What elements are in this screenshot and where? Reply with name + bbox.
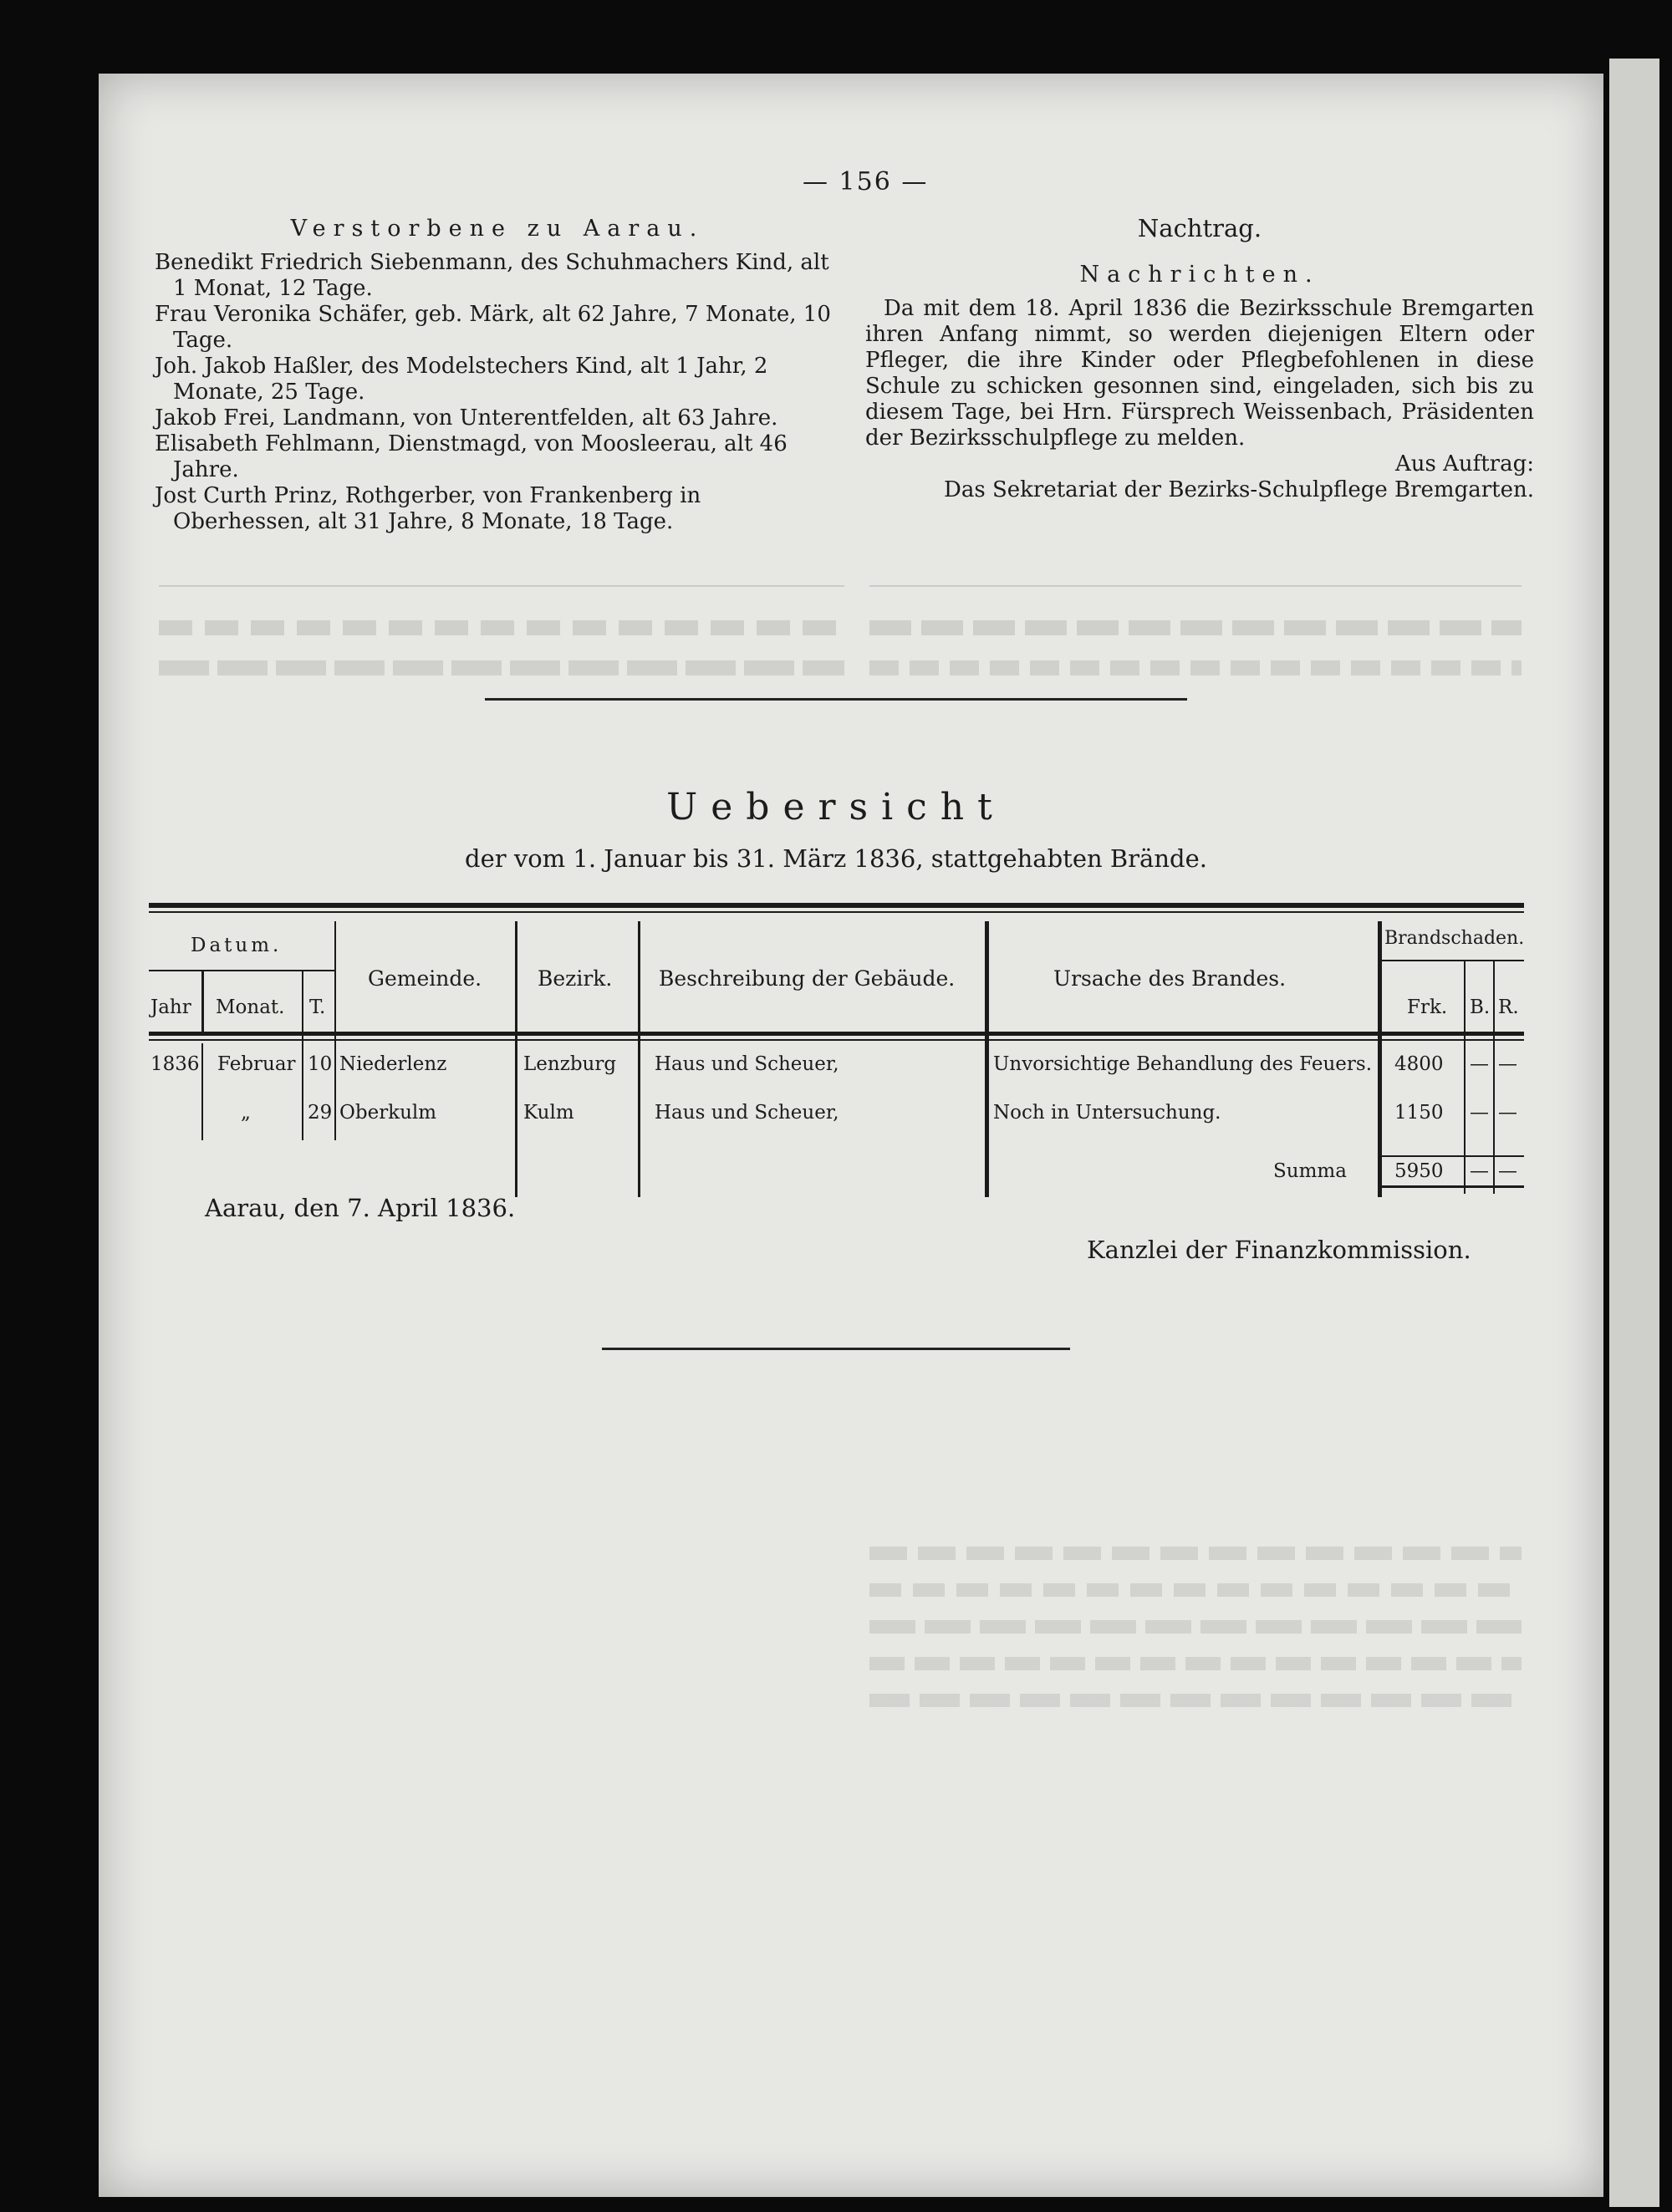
- col-divider: [638, 921, 640, 1197]
- header-gemeinde: Gemeinde.: [368, 966, 482, 991]
- row1-ursache: Unvorsichtige Behandlung des Feuers.: [993, 1053, 1373, 1075]
- header-bottom-rule: [149, 1039, 1524, 1041]
- header-bottom-rule: [149, 1032, 1524, 1036]
- section-subheading: Nachrichten.: [1079, 262, 1320, 288]
- col-divider: [302, 971, 303, 1140]
- death-entry: Frau Veronika Schäfer, geb. Märk, alt 62 Jahre, 7 Monate, 10 Tage.: [155, 302, 831, 353]
- death-entry: Elisabeth Fehlmann, Dienstmagd, von Moosleerau, alt 46 Jahre.: [155, 431, 788, 482]
- row1-beschreibung: Haus und Scheuer,: [655, 1053, 839, 1075]
- summa-label: Summa: [1273, 1160, 1347, 1182]
- row1-monat: Februar: [217, 1053, 296, 1075]
- notice-signature: Das Sekretariat der Bezirks-Schulpflege Bremgarten.: [943, 477, 1534, 502]
- header-b: B.: [1470, 996, 1491, 1018]
- row2-frk: 1150: [1394, 1102, 1444, 1124]
- row2-gemeinde: Oberkulm: [339, 1102, 437, 1124]
- notice-paragraph: Da mit dem 18. April 1836 die Bezirksschule Bremgarten ihren Anfang nimmt, so werden diejenigen Eltern oder Pfleger, die ihre Kinder oder Pflegbefohlenen in diese Schule zu schicken gesonnen sind, eingeladen, sich bis zu diesem Tage, bei Hrn. Fürsprech Weissenbach, Präsidenten der Bezirksschulpflege zu melden.: [865, 296, 1534, 451]
- adjacent-page-edge: [1609, 59, 1659, 2207]
- row2-beschreibung: Haus und Scheuer,: [655, 1102, 839, 1124]
- header-datum: Datum.: [191, 935, 283, 956]
- col-divider: [1464, 960, 1466, 1194]
- row1-frk: 4800: [1394, 1053, 1444, 1075]
- page-number: — 156 —: [803, 167, 929, 196]
- bleed-through-texture: [159, 585, 844, 675]
- summa-frk: 5950: [1394, 1160, 1444, 1182]
- section-heading: Nachtrag.: [1137, 214, 1262, 242]
- death-entry: Jost Curth Prinz, Rothgerber, von Frankenberg in Oberhessen, alt 31 Jahre, 8 Monate, 18 Tage.: [155, 483, 701, 534]
- col-divider: [201, 971, 204, 1032]
- row2-bezirk: Kulm: [523, 1102, 574, 1124]
- header-r: R.: [1498, 996, 1519, 1018]
- row2-tag: 29: [308, 1102, 333, 1124]
- issuer: Kanzlei der Finanzkommission.: [1087, 1236, 1471, 1264]
- col-divider: [515, 921, 517, 1197]
- left-column: [155, 216, 840, 535]
- row1-r: —: [1498, 1053, 1517, 1075]
- section-heading: Verstorbene zu Aarau.: [290, 216, 705, 242]
- row1-bezirk: Lenzburg: [523, 1053, 617, 1075]
- bleed-through-texture: [869, 585, 1522, 675]
- row2-monat: „: [241, 1102, 251, 1124]
- notice-auftrag: Aus Auftrag:: [1394, 451, 1534, 477]
- overview-subtitle: der vom 1. Januar bis 31. März 1836, stattgehabten Brände.: [465, 844, 1207, 873]
- brandschaden-subrule: [1382, 960, 1524, 961]
- fire-damage-table: [149, 903, 1524, 1187]
- summa-r: —: [1498, 1160, 1517, 1182]
- place-date: Aarau, den 7. April 1836.: [205, 1194, 516, 1222]
- summa-b: —: [1470, 1160, 1489, 1182]
- bleed-through-texture: [869, 1547, 1522, 1707]
- overview-title: Uebersicht: [666, 786, 1006, 828]
- header-beschreibung: Beschreibung der Gebäude.: [659, 966, 956, 991]
- table-top-rule: [149, 903, 1524, 908]
- row1-gemeinde: Niederlenz: [339, 1053, 447, 1075]
- header-ursache: Ursache des Brandes.: [1053, 966, 1287, 991]
- row2-b: —: [1470, 1102, 1489, 1124]
- separator-rule: [485, 698, 1187, 701]
- header-bezirk: Bezirk.: [538, 966, 613, 991]
- header-monat: Monat.: [216, 996, 285, 1018]
- summa-rule: [1382, 1155, 1524, 1157]
- closing-rule: [602, 1348, 1070, 1350]
- datum-subrule: [149, 970, 334, 971]
- death-entry: Benedikt Friedrich Siebenmann, des Schuhmachers Kind, alt 1 Monat, 12 Tage.: [155, 250, 829, 301]
- col-divider: [334, 921, 336, 1140]
- death-entry: Joh. Jakob Haßler, des Modelstechers Kind, alt 1 Jahr, 2 Monate, 25 Tage.: [155, 354, 768, 405]
- row1-tag: 10: [308, 1053, 333, 1075]
- header-jahr: Jahr: [150, 996, 191, 1018]
- col-divider: [1493, 960, 1495, 1194]
- right-column: [865, 216, 1534, 503]
- row1-b: —: [1470, 1053, 1489, 1075]
- col-divider: [201, 1043, 203, 1140]
- row2-r: —: [1498, 1102, 1517, 1124]
- header-brandschaden: Brandschaden.: [1384, 928, 1525, 949]
- death-entry: Jakob Frei, Landmann, von Unterentfelden, alt 63 Jahre.: [155, 405, 778, 431]
- summa-bottom-rule: [1382, 1185, 1524, 1188]
- col-divider: [985, 921, 989, 1197]
- header-tag: T.: [309, 996, 326, 1018]
- row1-jahr: 1836: [150, 1053, 200, 1075]
- row2-ursache: Noch in Untersuchung.: [993, 1102, 1221, 1124]
- table-top-rule: [149, 911, 1524, 913]
- header-frk: Frk.: [1407, 996, 1448, 1018]
